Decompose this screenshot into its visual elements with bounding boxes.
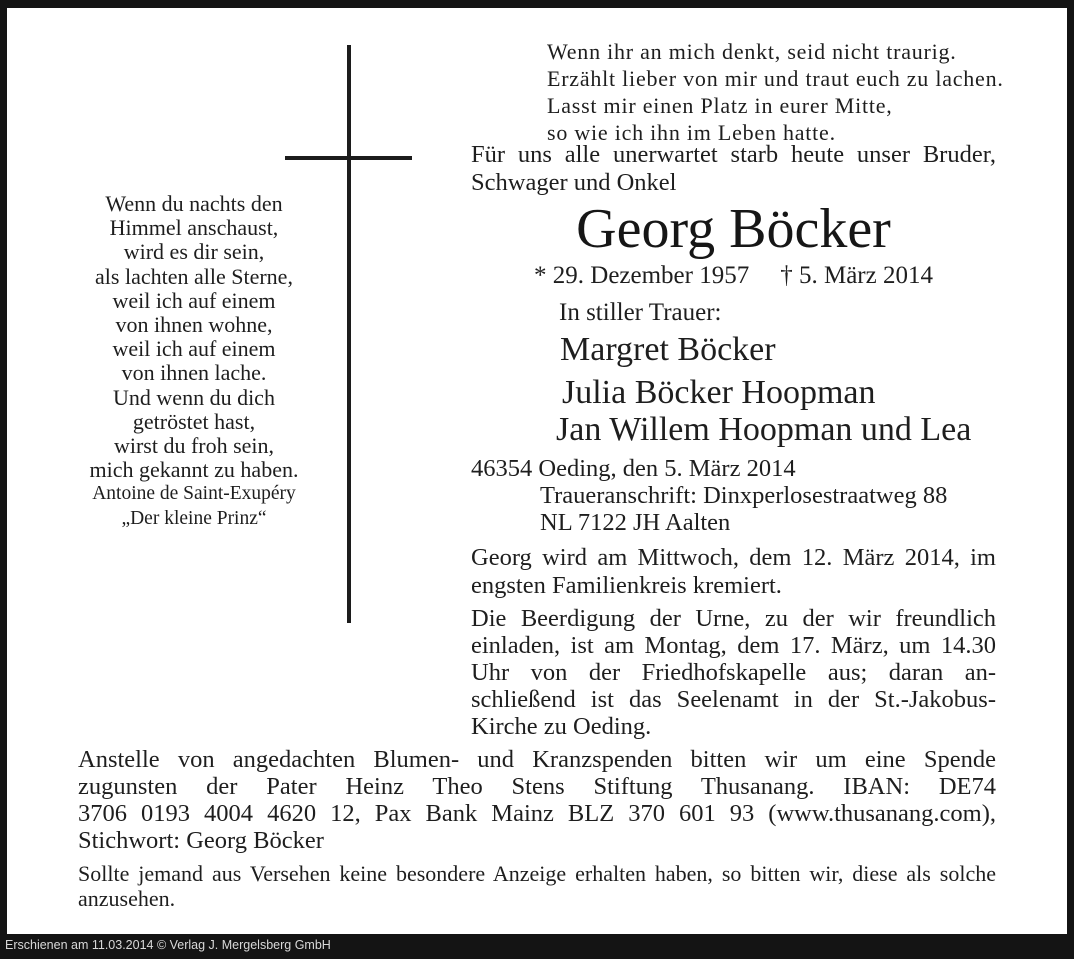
- poem-line: weil ich auf einem: [112, 287, 276, 313]
- apology-line: Sollte jemand aus Versehen keine besondere Anzeige erhalten haben, so bitten wir, diese als solche: [78, 861, 996, 886]
- poem-line: mich gekannt zu haben.: [89, 457, 299, 483]
- announcement-line: Schwager und Onkel: [471, 168, 677, 196]
- opening-quote: [547, 38, 1004, 146]
- announcement: [471, 141, 996, 196]
- poem-line: Und wenn du dich: [113, 384, 275, 410]
- cremation-info: [471, 544, 996, 599]
- poem-line: wird es dir sein,: [123, 239, 265, 265]
- mourning-address-line: NL 7122 JH Aalten: [540, 509, 731, 536]
- cremation-line: engsten Familienkreis kremiert.: [471, 571, 782, 599]
- cross-icon: [285, 156, 412, 160]
- quote-line: Lasst mir einen Platz in eurer Mitte,: [547, 93, 893, 118]
- burial-line: Kirche zu Oeding.: [471, 713, 652, 740]
- deceased-name: Georg Böcker: [576, 198, 891, 260]
- poem-line: Wenn du nachts den: [105, 191, 283, 216]
- quote-line: Wenn ihr an mich denkt, seid nicht traurig.: [547, 39, 957, 64]
- burial-info: [471, 605, 996, 740]
- place-date-line: 46354 Oeding, den 5. März 2014: [471, 455, 796, 482]
- death-date: † 5. März 2014: [780, 262, 933, 289]
- poem-line: wirst du froh sein,: [113, 433, 275, 459]
- donation-line: Anstelle von angedachten Blumen- und Kranzspenden bitten wir um eine Spende: [78, 746, 996, 773]
- mourning-label: In stiller Trauer:: [559, 299, 722, 326]
- poem-line: von ihnen wohne,: [115, 312, 273, 338]
- burial-line: schließend ist das Seelenamt in der St.-Jakobus-: [471, 686, 996, 713]
- memorial-poem: [62, 192, 326, 531]
- burial-line: Uhr von der Friedhofskapelle aus; daran an-: [471, 659, 996, 686]
- poem-attribution: Antoine de Saint-Exupéry: [92, 483, 296, 505]
- announcement-line: Für uns alle unerwartet starb heute unser Bruder,: [471, 141, 996, 168]
- poem-line: von ihnen lache.: [121, 360, 267, 386]
- life-dates: [471, 262, 996, 290]
- cremation-line: Georg wird am Mittwoch, dem 12. März 2014, im: [471, 544, 996, 571]
- donation-line: zugunsten der Pater Heinz Theo Stens Stiftung Thusanang. IBAN: DE74: [78, 773, 996, 800]
- mourner-name: Margret Böcker: [560, 331, 776, 368]
- burial-line: einladen, ist am Montag, dem 17. März, um 14.30: [471, 632, 996, 659]
- donation-info: [78, 746, 996, 854]
- poem-line: weil ich auf einem: [112, 336, 276, 362]
- poem-line: getröstet hast,: [132, 408, 256, 434]
- birth-date: * 29. Dezember 1957: [534, 262, 750, 289]
- publisher-footer: Erschienen am 11.03.2014 © Verlag J. Mergelsberg GmbH: [5, 938, 331, 952]
- poem-line: Himmel anschaust,: [109, 215, 279, 241]
- apology-note: [78, 861, 996, 911]
- apology-line: anzusehen.: [78, 886, 176, 911]
- mourning-address-line: Traueranschrift: Dinxperlosestraatweg 88: [540, 482, 948, 509]
- donation-line: 3706 0193 4004 4620 12, Pax Bank Mainz BLZ 370 601 93 (www.thusanang.com),: [78, 800, 996, 827]
- quote-line: Erzählt lieber von mir und traut euch zu lachen.: [547, 66, 1004, 91]
- mourner-name: Jan Willem Hoopman und Lea: [556, 411, 972, 448]
- poem-source: „Der kleine Prinz“: [121, 507, 267, 529]
- donation-line: Stichwort: Georg Böcker: [78, 827, 324, 854]
- mourner-name: Julia Böcker Hoopman: [562, 374, 876, 411]
- poem-line: als lachten alle Sterne,: [95, 263, 293, 289]
- cross-icon: [347, 45, 351, 623]
- burial-line: Die Beerdigung der Urne, zu der wir freundlich: [471, 605, 996, 632]
- quote-line: so wie ich ihn im Leben hatte.: [547, 120, 836, 145]
